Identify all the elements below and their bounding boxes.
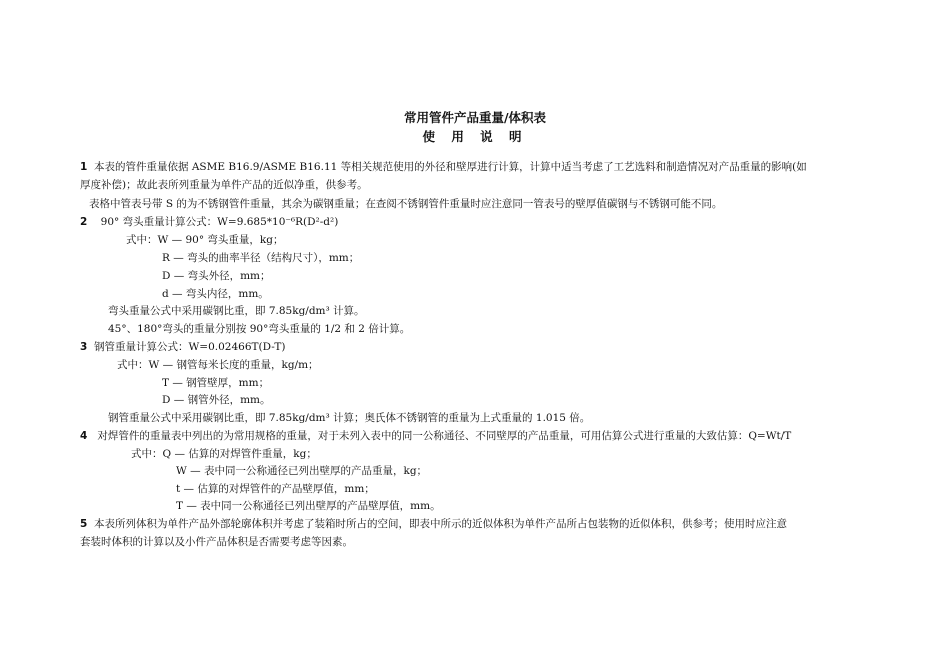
section-3-line-3: T — 钢管壁厚，mm； xyxy=(162,377,270,389)
section-text: 本表所列体积为单件产品外部轮廓体积并考虑了装箱时所占的空间，即表中所示的近似体积为单件产品所占包装物的近似体积，供参考；使用时应注意 xyxy=(94,518,787,530)
section-number: 4 xyxy=(80,430,88,442)
section-text: 本表的管件重量依据 ASME B16.9/ASME B16.11 等相关规范使用的外径和壁厚进行计算，计算中适当考虑了工艺选料和制造情况对产品重量的影响(如 xyxy=(94,161,807,173)
section-5-line-2: 套装时体积的计算以及小件产品体积是否需要考虑等因素。 xyxy=(80,536,353,548)
section-number: 3 xyxy=(80,341,88,353)
section-text: 对焊管件的重量表中列出的为常用规格的重量，对于未列入表中的同一公称通径、不同壁厚的产品重量，可用估算公式进行重量的大致估算：Q=Wt/T xyxy=(97,430,792,442)
section-1-line-3: 表格中管表号带 S 的为不锈钢管件重量，其余为碳钢重量；在查阅不锈钢管件重量时应注意同一管表号的壁厚值碳钢与不锈钢可能不同。 xyxy=(89,198,723,210)
section-2-line-4: D — 弯头外径，mm； xyxy=(162,270,271,282)
section-2-line-6: 弯头重量公式中采用碳钢比重，即 7.85kg/dm³ 计算。 xyxy=(108,305,365,317)
section-2-line-7: 45°、180°弯头的重量分别按 90°弯头重量的 1/2 和 2 倍计算。 xyxy=(108,323,411,335)
section-2-line-5: d — 弯头内径，mm。 xyxy=(162,288,269,300)
document-title: 常用管件产品重量/体积表 xyxy=(403,110,547,125)
section-2-line-1 xyxy=(80,215,338,229)
section-text: 90° 弯头重量计算公式：W=9.685*10⁻⁶R(D²-d²) xyxy=(100,216,339,228)
document-subtitle: 使 用 说 明 xyxy=(422,129,528,144)
section-4-line-3: W — 表中同一公称通径已列出壁厚的产品重量，kg； xyxy=(176,465,428,477)
section-2-line-2: 式中：W — 90° 弯头重量，kg； xyxy=(126,234,284,246)
section-4-line-5: T — 表中同一公称通径已列出壁厚的产品壁厚值，mm。 xyxy=(176,500,441,512)
section-text: 钢管重量计算公式：W=0.02466T(D-T) xyxy=(94,341,286,353)
section-number: 5 xyxy=(80,518,88,530)
section-1-line-2: 厚度补偿)；故此表所列重量为单件产品的近似净重，供参考。 xyxy=(80,179,368,191)
section-number: 1 xyxy=(80,161,88,173)
section-4-line-1 xyxy=(80,429,791,443)
section-5-line-1 xyxy=(80,517,787,531)
section-3-line-5: 钢管重量公式中采用碳钢比重，即 7.85kg/dm³ 计算；奥氏体不锈钢管的重量为上式重量的 1.015 倍。 xyxy=(108,412,591,424)
section-3-line-2: 式中：W — 钢管每米长度的重量，kg/m； xyxy=(117,359,319,371)
section-2-line-3: R — 弯头的曲率半径（结构尺寸），mm； xyxy=(162,252,360,264)
section-number: 2 xyxy=(80,216,88,228)
section-4-line-2: 式中：Q — 估算的对焊管件重量，kg； xyxy=(131,448,317,460)
section-3-line-1 xyxy=(80,340,286,354)
section-1-line-1 xyxy=(80,160,807,174)
section-4-line-4: t — 估算的对焊管件的产品壁厚值，mm； xyxy=(176,483,375,495)
section-3-line-4: D — 钢管外径，mm。 xyxy=(162,394,271,406)
